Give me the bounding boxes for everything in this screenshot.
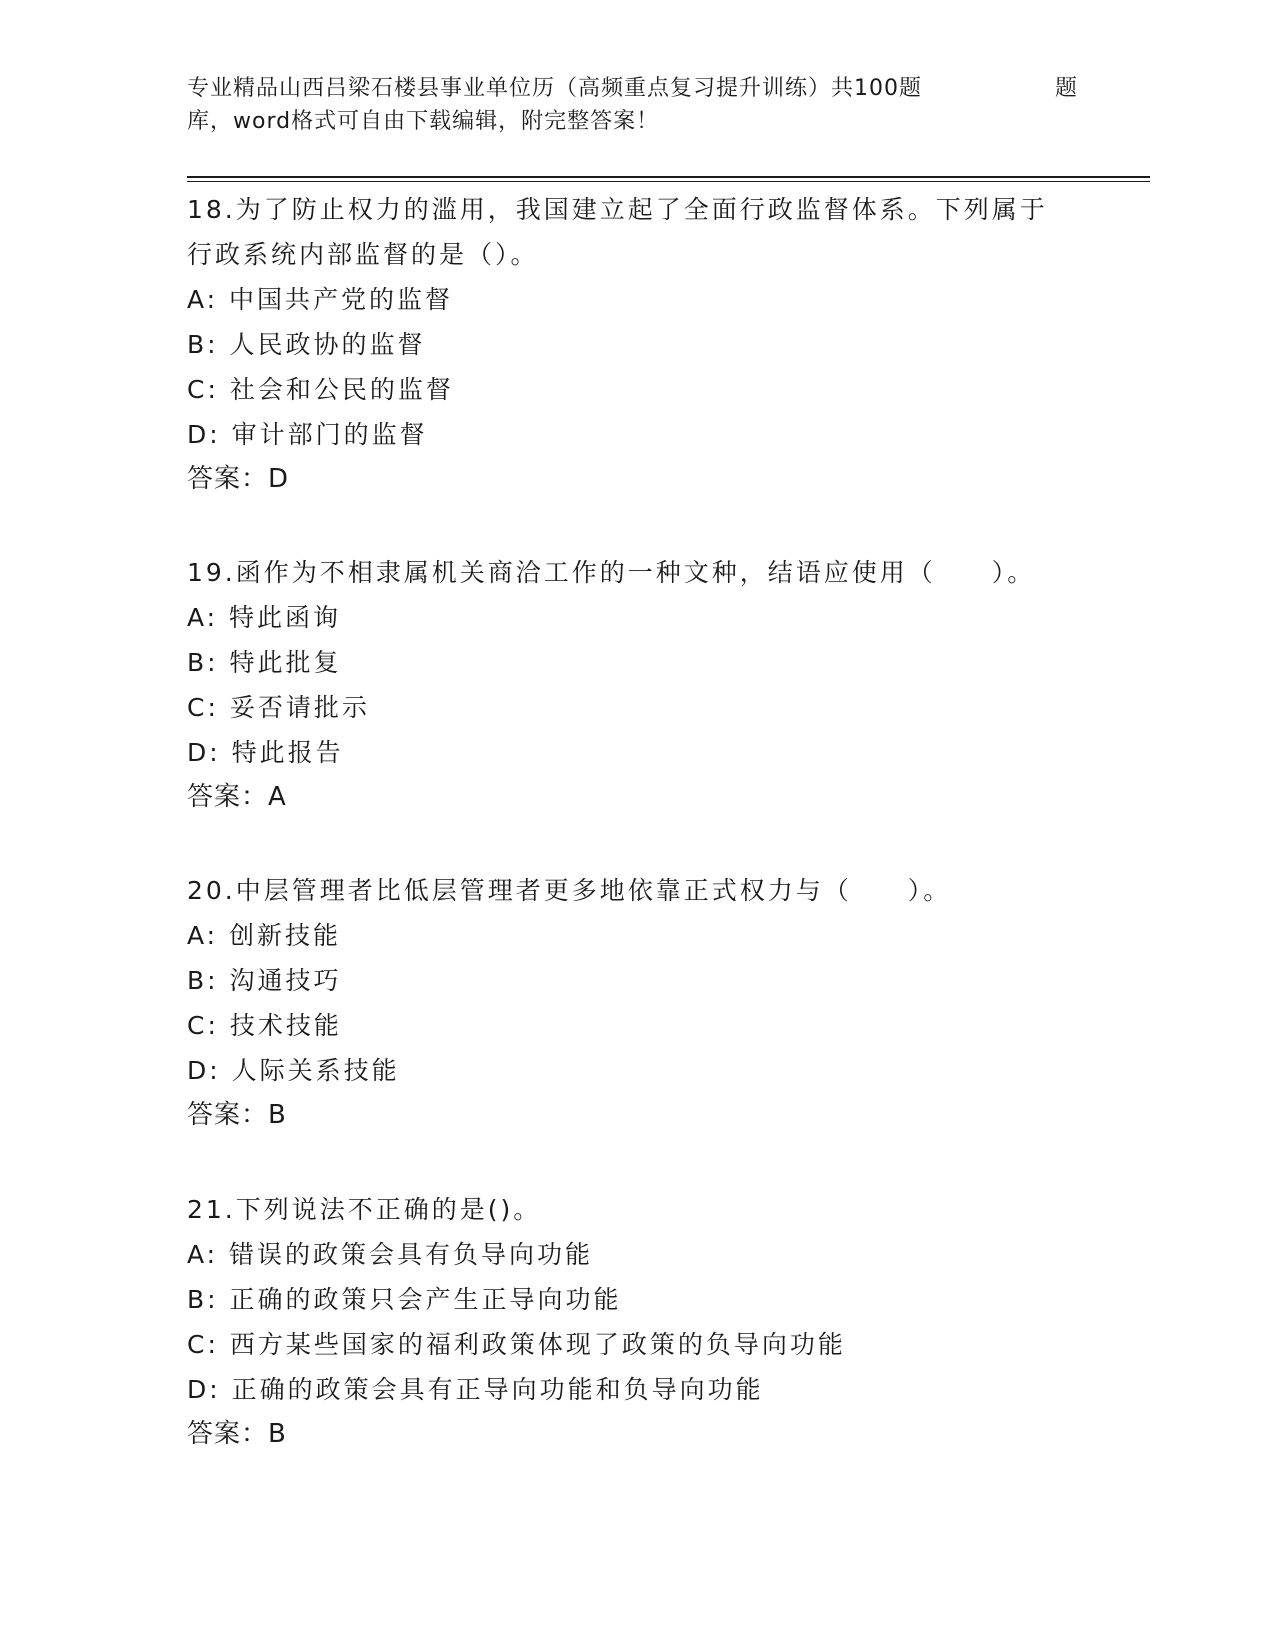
question-stem: 19.函作为不相隶属机关商洽工作的一种文种，结语应使用（ ）。	[187, 558, 1036, 587]
header-line-1-tail: 题	[1055, 76, 1079, 101]
option-a: A: 错误的政策会具有负导向功能	[187, 1240, 594, 1269]
question-stem: 20.中层管理者比低层管理者更多地依靠正式权力与（ ）。	[187, 876, 952, 905]
option-c: C: 技术技能	[187, 1011, 342, 1040]
question-21	[187, 1187, 1087, 1457]
option-c: C: 妥否请批示	[187, 693, 370, 722]
option-d: D: 人际关系技能	[187, 1056, 400, 1085]
option-b: B: 特此批复	[187, 648, 342, 677]
question-stem: 21.下列说法不正确的是()。	[187, 1195, 542, 1224]
option-b: B: 沟通技巧	[187, 966, 342, 995]
header-line-2: 库，word格式可自由下载编辑，附完整答案！	[187, 109, 660, 134]
answer-text: 答案：B	[187, 1419, 287, 1449]
question-stem: 行政系统内部监督的是（）。	[187, 240, 539, 269]
option-c: C: 西方某些国家的福利政策体现了政策的负导向功能	[187, 1330, 846, 1359]
option-d: D: 审计部门的监督	[187, 420, 428, 449]
answer-text: 答案：B	[187, 1100, 287, 1130]
option-d: D: 特此报告	[187, 738, 344, 767]
header-line-1: 专业精品山西吕梁石楼县事业单位历（高频重点复习提升训练）共100题	[187, 76, 922, 101]
header-divider-thick	[187, 176, 1150, 178]
document-header	[187, 72, 1087, 138]
question-18	[187, 187, 1087, 502]
option-d: D: 正确的政策会具有正导向功能和负导向功能	[187, 1375, 764, 1404]
option-a: A: 中国共产党的监督	[187, 285, 454, 314]
answer-text: 答案：A	[187, 782, 287, 812]
option-b: B: 人民政协的监督	[187, 330, 426, 359]
header-divider-thin	[187, 181, 1150, 182]
question-20	[187, 868, 1087, 1138]
answer-text: 答案：D	[187, 464, 290, 494]
option-c: C: 社会和公民的监督	[187, 375, 454, 404]
question-stem: 18.为了防止权力的滥用，我国建立起了全面行政监督体系。下列属于	[187, 195, 1048, 224]
option-a: A: 特此函询	[187, 603, 342, 632]
option-b: B: 正确的政策只会产生正导向功能	[187, 1285, 622, 1314]
option-a: A: 创新技能	[187, 921, 342, 950]
question-19	[187, 550, 1087, 820]
